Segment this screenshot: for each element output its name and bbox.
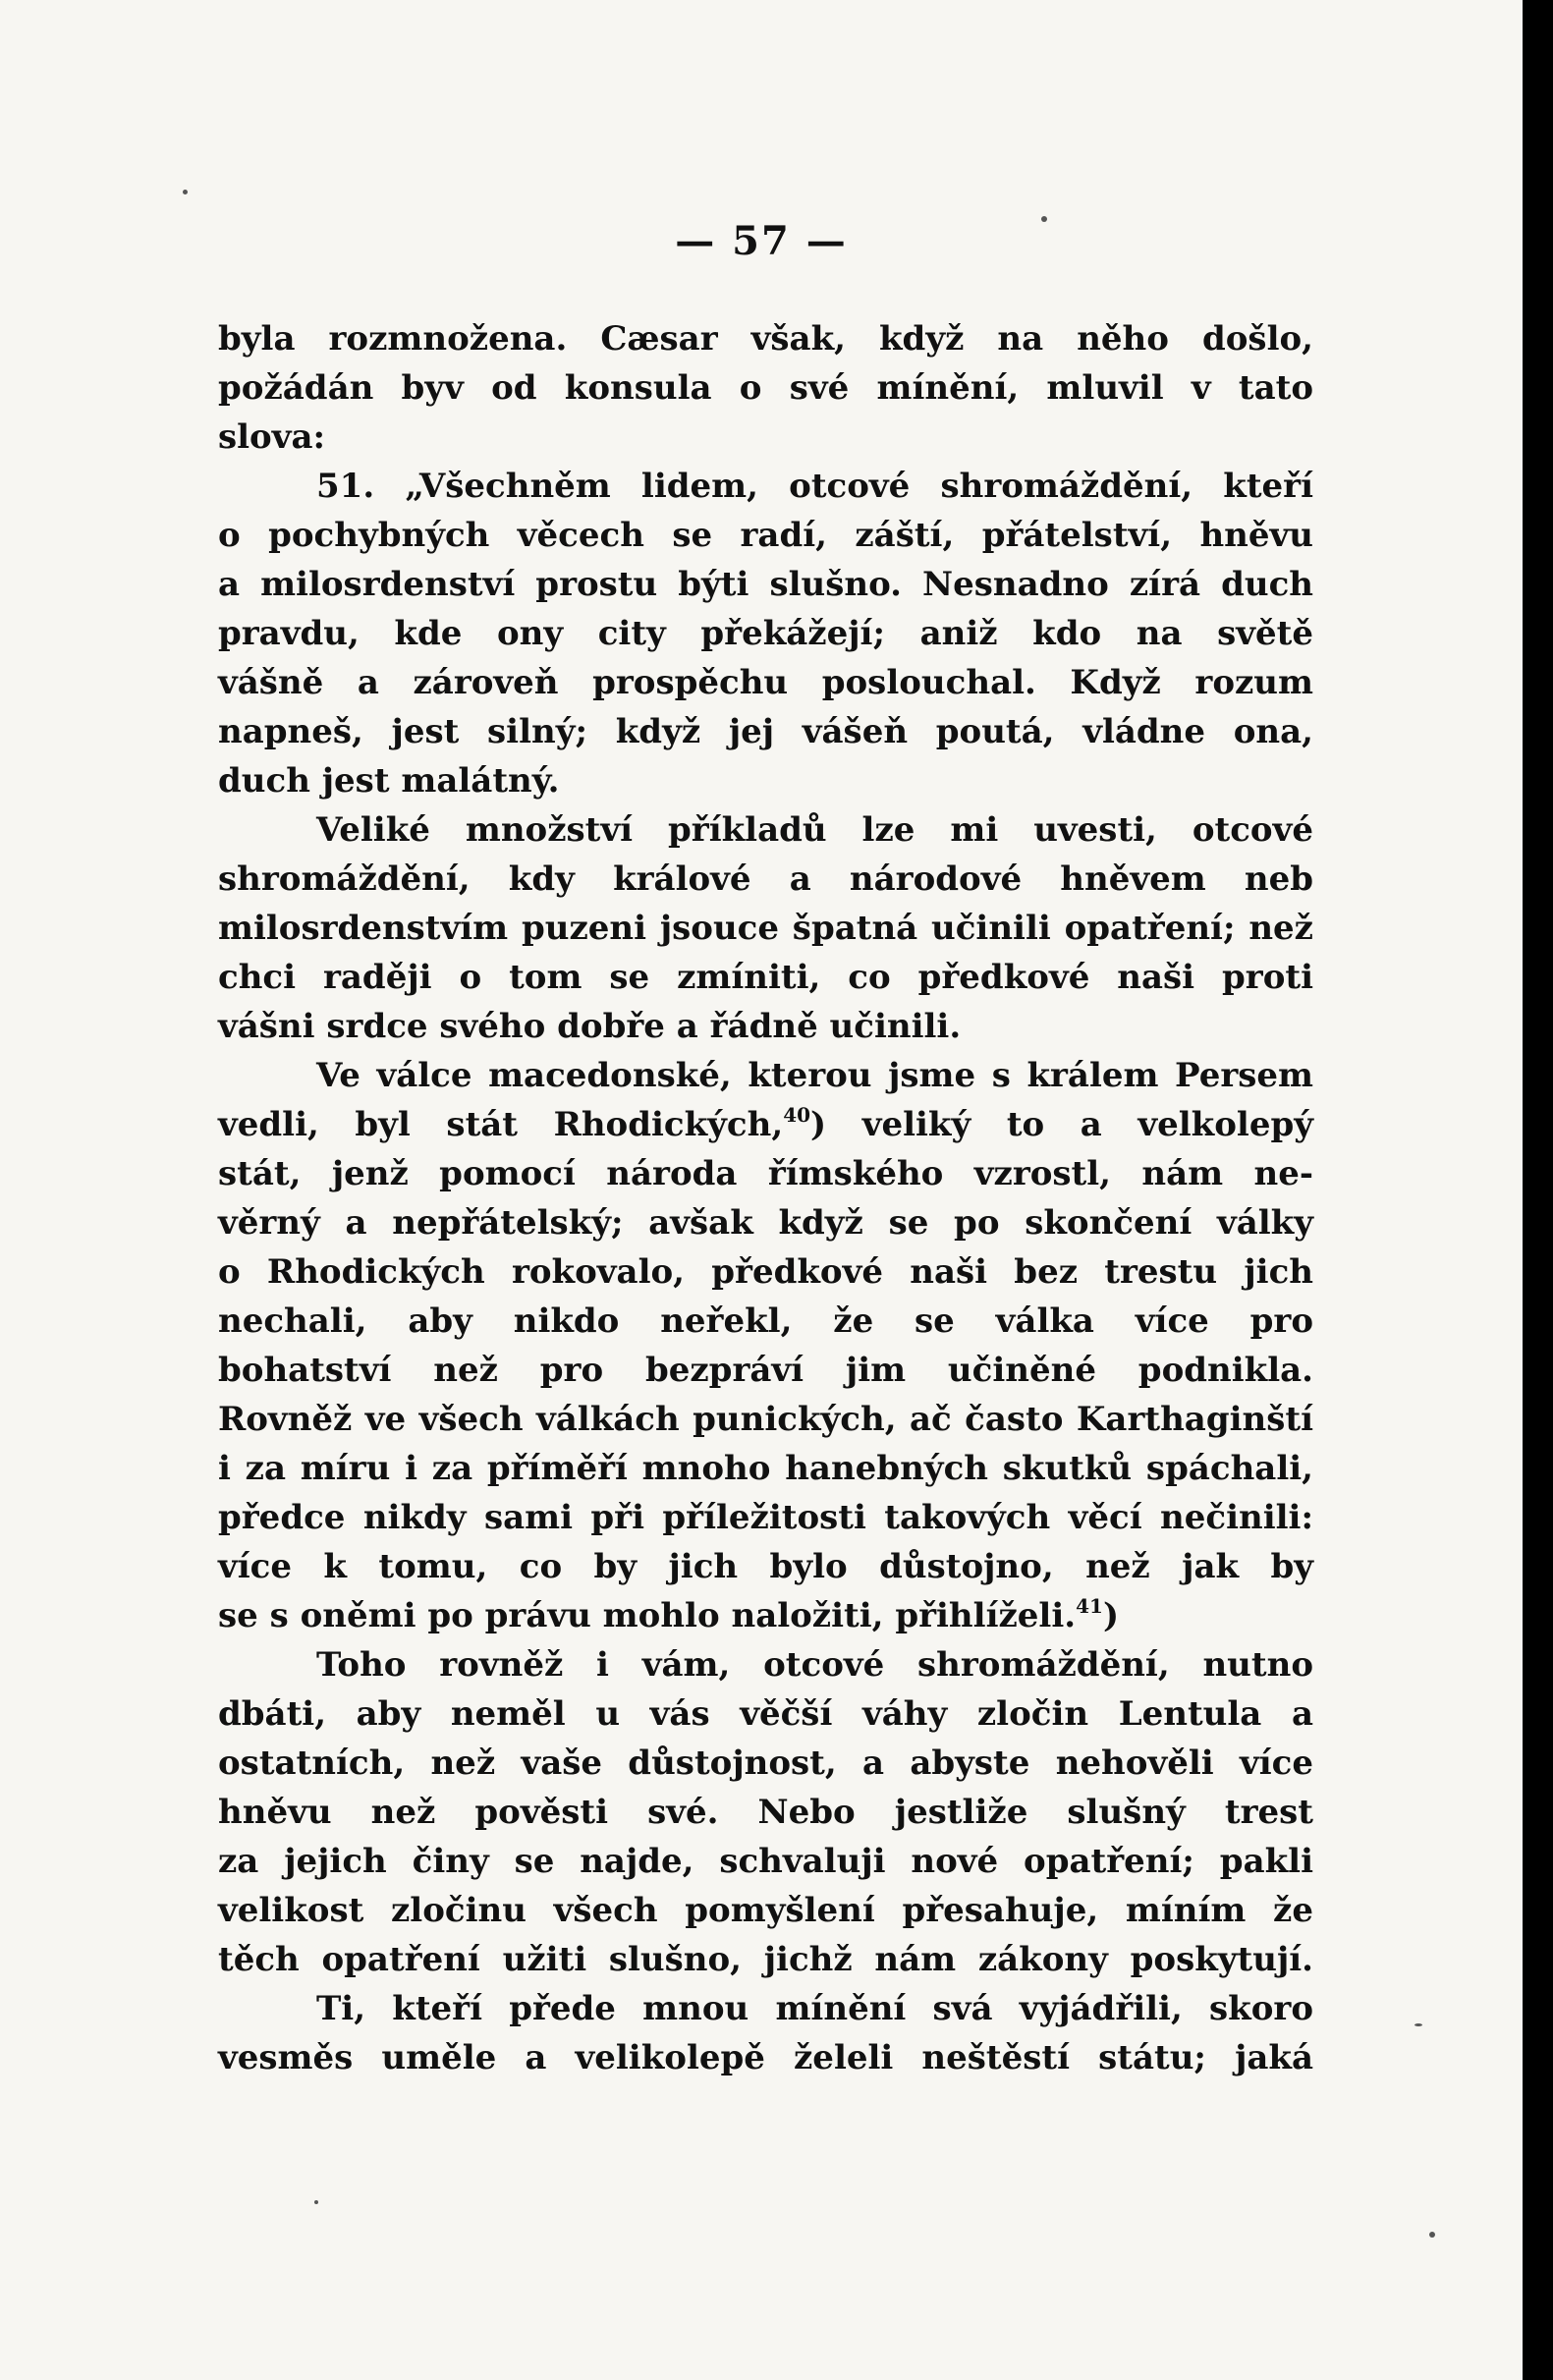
- text-line-content: za jejich činy se najde, schvaluji nové opatření; pakli: [218, 1842, 1313, 1881]
- text-line: [218, 1984, 1313, 2033]
- text-line: [218, 511, 1313, 560]
- scan-speck: [1041, 216, 1047, 222]
- text-line: [218, 1837, 1313, 1886]
- text-line: [218, 1444, 1313, 1493]
- text-line-content: vedli, byl stát Rhodických,: [218, 1105, 784, 1144]
- text-line: [218, 1640, 1313, 1689]
- text-line: [218, 1149, 1313, 1198]
- text-line-continuation: ) veliký to a velkolepý: [810, 1105, 1313, 1144]
- text-line: [218, 1493, 1313, 1542]
- text-line: [218, 560, 1313, 609]
- text-line: [218, 1591, 1313, 1640]
- footnote-reference: 41: [1076, 1594, 1103, 1618]
- text-line-content: napneš, jest silný; když jej vášeň poutá, vládne ona,: [218, 712, 1313, 751]
- body-text: [218, 314, 1313, 2082]
- text-line-content: 51. „Všechněm lidem, otcové shromáždění, kteří: [316, 467, 1313, 506]
- text-line: [218, 1100, 1313, 1149]
- text-line: [218, 462, 1313, 511]
- text-line-content: byla rozmnožena. Cæsar však, když na něho došlo,: [218, 319, 1313, 359]
- text-line: [218, 2033, 1313, 2082]
- scan-speck: [1414, 2023, 1422, 2026]
- text-line-content: předce nikdy sami při příležitosti takových věcí nečinili:: [218, 1498, 1313, 1537]
- text-line-content: vesměs uměle a velikolepě želeli neštěstí státu; jaká: [218, 2038, 1313, 2077]
- text-line-content: dbáti, aby neměl u vás věčší váhy zločin Lentula a: [218, 1694, 1313, 1734]
- text-line: [218, 1542, 1313, 1591]
- text-line: [218, 1739, 1313, 1788]
- text-line-content: i za míru i za příměří mnoho hanebných skutků spáchali,: [218, 1449, 1313, 1488]
- text-line: [218, 1886, 1313, 1935]
- text-line-content: shromáždění, kdy králové a národové hněvem neb: [218, 859, 1313, 899]
- text-line-content: ostatních, než vaše důstojnost, a abyste nehověli více: [218, 1743, 1313, 1783]
- text-line-content: nechali, aby nikdo neřekl, že se válka více pro: [218, 1301, 1313, 1341]
- text-line-content: duch jest malátný.: [218, 761, 560, 801]
- text-line: [218, 363, 1313, 413]
- text-line-content: Toho rovněž i vám, otcové shromáždění, nutno: [316, 1645, 1313, 1685]
- text-line: [218, 1935, 1313, 1984]
- text-line: [218, 805, 1313, 855]
- text-line: [218, 1395, 1313, 1444]
- text-line: [218, 1346, 1313, 1395]
- text-line-content: chci raději o tom se zmíniti, co předkové naši proti: [218, 958, 1313, 997]
- scan-edge: [1523, 0, 1553, 2380]
- text-line: [218, 1788, 1313, 1837]
- text-line: [218, 658, 1313, 707]
- text-line-content: požádán byv od konsula o své mínění, mluvil v tato: [218, 368, 1313, 408]
- text-line: [218, 1198, 1313, 1247]
- text-line-content: Ti, kteří přede mnou mínění svá vyjádřili, skoro: [316, 1989, 1313, 2028]
- text-line-content: hněvu než pověsti své. Nebo jestliže slušný trest: [218, 1793, 1313, 1832]
- text-line-content: těch opatření užiti slušno, jichž nám zákony poskytují.: [218, 1940, 1313, 1979]
- text-line-content: slova:: [218, 417, 326, 457]
- text-line: [218, 1297, 1313, 1346]
- text-line: [218, 609, 1313, 658]
- text-line-content: Veliké množství příkladů lze mi uvesti, otcové: [316, 810, 1313, 850]
- text-line: [218, 314, 1313, 363]
- text-line: [218, 953, 1313, 1002]
- text-line: [218, 707, 1313, 756]
- footnote-reference: 40: [783, 1103, 811, 1127]
- text-line-content: pravdu, kde ony city překážejí; aniž kdo na světě: [218, 614, 1313, 653]
- text-line-content: vášně a zároveň prospěchu poslouchal. Když rozum: [218, 663, 1313, 702]
- scan-speck: [1429, 2232, 1435, 2238]
- scan-speck: [183, 190, 188, 194]
- text-line: [218, 1002, 1313, 1051]
- text-line-content: milosrdenstvím puzeni jsouce špatná učinili opatření; než: [218, 909, 1313, 948]
- text-line: [218, 855, 1313, 904]
- text-line-content: Ve válce macedonské, kterou jsme s králem Persem: [316, 1056, 1313, 1095]
- text-line-content: stát, jenž pomocí národa římského vzrostl, nám ne-: [218, 1154, 1313, 1193]
- text-line-continuation: ): [1102, 1596, 1120, 1635]
- text-line: [218, 756, 1313, 805]
- text-line-content: a milosrdenství prostu býti slušno. Nesnadno zírá duch: [218, 565, 1313, 604]
- text-line-content: se s oněmi po právu mohlo naložiti, přihlíželi.: [218, 1596, 1077, 1635]
- text-line-content: Rovněž ve všech válkách punických, ač často Karthaginští: [218, 1400, 1313, 1439]
- text-line-content: více k tomu, co by jich bylo důstojno, než jak by: [218, 1547, 1313, 1586]
- text-line-content: vášni srdce svého dobře a řádně učinili.: [218, 1007, 962, 1046]
- text-line-content: velikost zločinu všech pomyšlení přesahuje, míním že: [218, 1891, 1313, 1930]
- scan-speck: [314, 2200, 318, 2204]
- text-line-content: věrný a nepřátelský; avšak když se po skončení války: [218, 1203, 1313, 1243]
- text-line-content: o pochybných věcech se radí, záští, přátelství, hněvu: [218, 516, 1313, 555]
- text-line-content: o Rhodických rokovalo, předkové naši bez trestu jich: [218, 1252, 1313, 1292]
- text-line: [218, 904, 1313, 953]
- text-line-content: bohatství než pro bezpráví jim učiněné podnikla.: [218, 1351, 1313, 1390]
- text-line: [218, 1051, 1313, 1100]
- text-line: [218, 413, 1313, 462]
- text-line: [218, 1247, 1313, 1297]
- text-line: [218, 1689, 1313, 1739]
- page-number: — 57 —: [675, 218, 848, 264]
